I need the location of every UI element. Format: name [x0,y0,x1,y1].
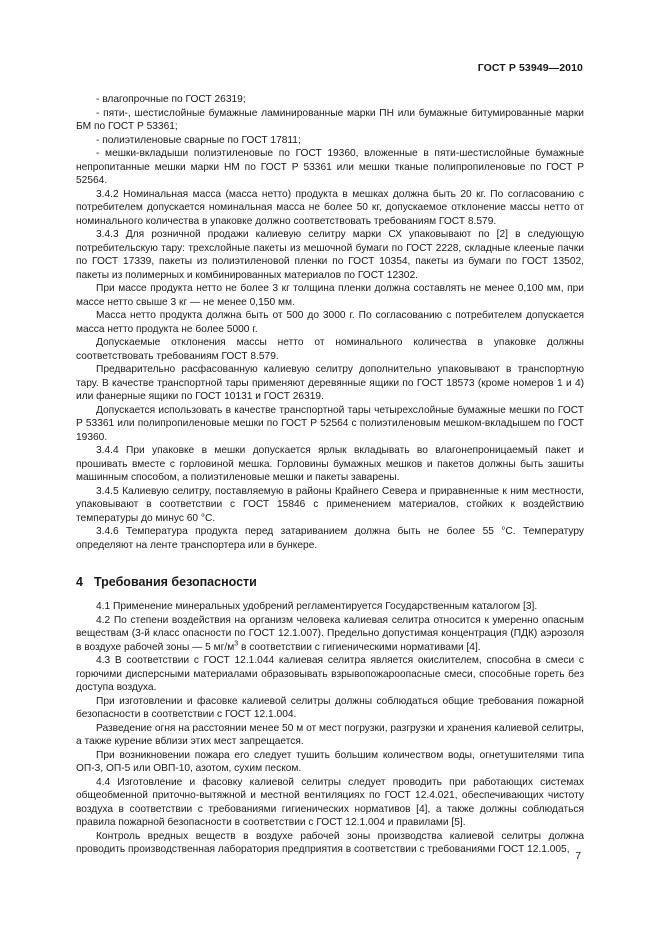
paragraph-text: 4.1 Применение минеральных удобрений регламентируется Государственным каталогом [3]. [96,601,538,612]
section-heading [76,574,584,590]
paragraph-text: - мешки-вкладыши полиэтиленовые по ГОСТ 19360, вложенные в пяти-шестислойные бумажные непропитанные мешки марки НМ по ГОСТ Р 53361 или мешки тканые полипропиленовые по ГОСТ Р 52564. [76,148,584,186]
paragraph-text: Предварительно расфасованную калиевую селитру дополнительно упаковывают в транспортную тару. В качестве транспортной тары применяют деревянные ящики по ГОСТ 18573 (кроме номеров 1 и 4) или фанерные ящики по ГОСТ 10131 и ГОСТ 26319. [76,364,584,402]
paragraph [76,830,584,857]
paragraph [76,282,584,309]
paragraph [76,749,584,776]
paragraph [76,309,584,336]
paragraph-text: 3.4.3 Для розничной продажи калиевую селитру марки СХ упаковывают по [2] в следующую потребительскую тару: трехслойные пакеты из мешочной бумаги по ГОСТ 2228, складные клееные пачки по ГОСТ 17339, пакеты из полиэтиленовой пленки по ГОСТ 10354, пакеты из бумаги по ГОСТ 13502, пакеты из полимерных и комбинированных материалов по ГОСТ 12302. [76,229,584,281]
paragraph-text: - пяти-, шестислойные бумажные ламинированные марки ПН или бумажные битумированные марки БМ по ГОСТ Р 53361; [76,107,584,132]
paragraph [76,485,584,526]
paragraph-text: При возникновении пожара его следует тушить большим количеством воды, огнетушителями типа ОП-3, ОП-5 или ОВП-10, азотом, сухим песком. [76,749,584,774]
document-code-header: ГОСТ Р 53949—2010 [477,62,583,74]
paragraph [76,444,584,485]
paragraph [76,404,584,445]
paragraph [76,147,584,188]
paragraph-text: 4.2 По степени воздействия на организм человека калиевая селитра относится к умеренно опасным веществам (3-й класс опасности по ГОСТ 12.1.007). Предельно допустимая концентрация (ПДК) аэрозоля в воздухе рабочей зоны — 5 мг/м [76,614,584,653]
paragraph-text-tail: в соответствии с гигиеническими нормативами [4]. [238,641,481,653]
section-number: 4 [76,575,83,589]
paragraph-text: 3.4.2 Номинальная масса (масса нетто) продукта в мешках должна быть 20 кг. По согласованию с потребителем допускается номинальная масса не более 50 кг, допускаемое отклонение массы нетто от номинального количества в упаковке должно соответствовать требованиям ГОСТ 8.579. [76,188,584,227]
paragraph [76,363,584,404]
paragraph-text: - полиэтиленовые сварные по ГОСТ 17811; [96,134,301,146]
page-number: 7 [575,851,581,862]
superscript: 3 [234,640,239,648]
paragraph-text: Допускается использовать в качестве транспортной тары четырехслойные бумажные мешки по ГОСТ Р 53361 или полипропиленовые мешки по ГОСТ Р 52564 с полиэтиленовым мешком-вкладышем по ГОСТ 19360. [76,404,584,443]
safety-section-text [76,600,584,857]
paragraph [76,93,584,107]
paragraph [76,600,584,614]
packaging-section-text [76,93,584,552]
paragraph [76,776,584,830]
paragraph-text: Разведение огня на расстоянии менее 50 м от мест погрузки, разгрузки и хранения калиевой селитры, а также курение вблизи этих мест запрещается. [76,722,584,747]
paragraph-text: - влагопрочные по ГОСТ 26319; [96,94,246,105]
paragraph [76,614,584,655]
paragraph-text: 3.4.5 Калиевую селитру, поставляемую в районы Крайнего Севера и приравненные к ним местности, упаковывают в соответствии с ГОСТ 15846 с применением материалов, стойких к воздействию температуры до минус 60 °С. [76,485,584,524]
paragraph-text: При изготовлении и фасовке калиевой селитры должны соблюдаться общие требования пожарной безопасности в соответствии с ГОСТ 12.1.004. [76,695,584,720]
paragraph-text: Масса нетто продукта должна быть от 500 до 3000 г. По согласованию с потребителем допускается масса нетто продукта не более 5000 г. [76,310,584,335]
paragraph-text: 4.4 Изготовление и фасовку калиевой селитры следует проводить при работающих системах общеобменной приточно-вытяжной и местной вентиляциях по ГОСТ 12.4.021, обеспечивающих чистоту воздуха в соответствии с требованиями гигиенических нормативов [4], а также должны соблюдаться правила пожарной безопасности в соответствии с ГОСТ 12.1.004 и правилами [5]. [76,776,584,828]
paragraph [76,228,584,282]
paragraph [76,107,584,134]
paragraph-text: Допускаемые отклонения массы нетто от номинального количества в упаковке должны соответствовать требованиям ГОСТ 8.579. [76,337,584,362]
paragraph [76,188,584,229]
paragraph-text: 4.3 В соответствии с ГОСТ 12.1.044 калиевая селитра является окислителем, способна в смеси с горючими дисперсными материалами образовывать взрывопожароопасные смеси, способные гореть без доступа воздуха. [76,655,584,693]
paragraph [76,722,584,749]
paragraph-text: 3.4.6 Температура продукта перед затариванием должна быть не более 55 °С. Температуру определяют на ленте транспортера или в бункере. [76,526,584,551]
section-title: Требования безопасности [94,575,257,589]
paragraph [76,525,584,552]
paragraph [76,654,584,695]
paragraph [76,695,584,722]
paragraph-text: 3.4.4 При упаковке в мешки допускается ярлык вкладывать во влагонепроницаемый пакет и прошивать вместе с горловиной мешка. Горловины бумажных мешков и пакетов должны быть зашиты машинным способом, а полиэтиленовые мешки и пакеты заварены. [76,445,584,483]
paragraph-text: При массе продукта нетто не более 3 кг толщина пленки должна составлять не менее 0,100 мм, при массе нетто свыше 3 кг — не менее 0,150 мм. [76,283,584,308]
page-content [76,93,584,857]
paragraph [76,134,584,148]
paragraph-text: Контроль вредных веществ в воздухе рабочей зоны производства калиевой селитры должна проводить производственная лаборатория предприятия в соответствии с требованиями ГОСТ 12.1.005, [76,830,584,855]
paragraph [76,336,584,363]
